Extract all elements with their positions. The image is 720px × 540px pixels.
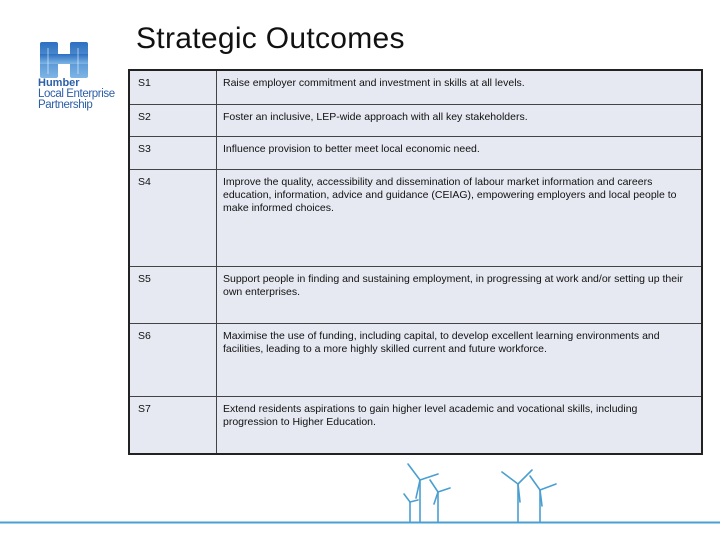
outcome-text: Extend residents aspirations to gain higher level academic and vocational skills, including progression to Higher Education. (217, 396, 703, 454)
logo-wordmark (38, 78, 138, 111)
table-row (129, 169, 702, 266)
outcome-code: S7 (129, 396, 217, 454)
outcome-code: S4 (129, 169, 217, 266)
logo-line-3: Partnership (38, 99, 93, 111)
outcome-text: Improve the quality, accessibility and dissemination of labour market information and careers education, information, advice and guidance (CEIAG), empowering employers and local people to make informed choices. (217, 169, 703, 266)
slide-title: Strategic Outcomes (136, 22, 405, 55)
outcome-code: S5 (129, 266, 217, 323)
strategic-outcomes-table (128, 69, 703, 455)
logo-line-2: Local Enterprise (38, 88, 115, 100)
outcome-text: Foster an inclusive, LEP-wide approach with all key stakeholders. (217, 104, 703, 136)
outcome-code: S3 (129, 136, 217, 169)
ground-line (0, 521, 720, 524)
outcome-text: Maximise the use of funding, including capital, to develop excellent learning environments and facilities, leading to a more highly skilled current and future workforce. (217, 323, 703, 396)
table-row (129, 104, 702, 136)
wind-turbines-icon (390, 462, 570, 524)
table-row (129, 396, 702, 454)
outcome-code: S2 (129, 104, 217, 136)
outcome-text: Raise employer commitment and investment in skills at all levels. (217, 70, 703, 104)
table-row (129, 323, 702, 396)
outcome-code: S1 (129, 70, 217, 104)
table-row (129, 70, 702, 104)
table-row (129, 266, 702, 323)
outcome-code: S6 (129, 323, 217, 396)
logo-line-1: Humber (38, 77, 80, 89)
outcome-text: Influence provision to better meet local economic need. (217, 136, 703, 169)
outcome-text: Support people in finding and sustaining employment, in progressing at work and/or setting up their own enterprises. (217, 266, 703, 323)
table-row (129, 136, 702, 169)
